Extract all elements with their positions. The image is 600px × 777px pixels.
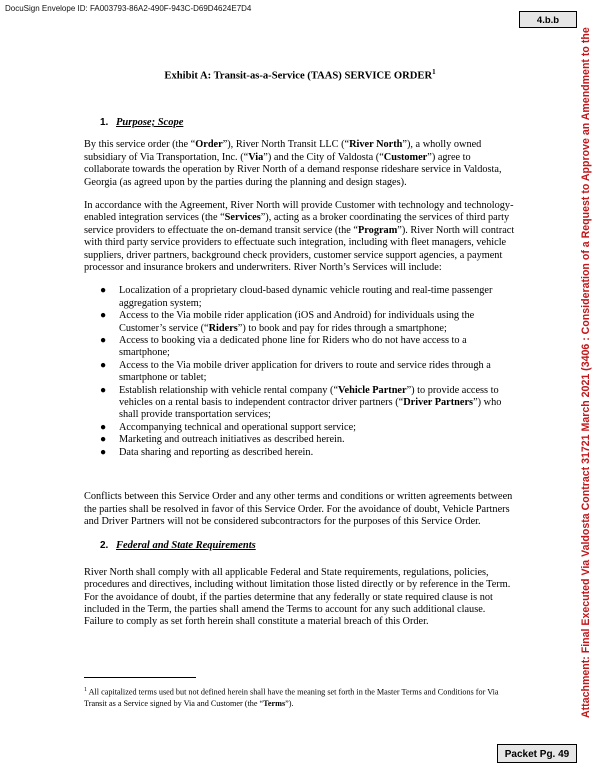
- footnote: [84, 685, 516, 709]
- page-title: [84, 66, 516, 83]
- section-heading-requirements: [84, 540, 516, 552]
- list-item-text: Access to booking via a dedicated phone line for Riders who do not have access to a smartphone;: [119, 335, 467, 359]
- list-item-text: Access to the Via mobile driver application for drivers to route and service rides through a smartphone or tablet;: [119, 359, 491, 384]
- footnote-mark: 1: [84, 687, 87, 693]
- text-run: Access to the Via mobile rider application (iOS and Android) for individuals using the Customer’s service (“: [119, 310, 475, 334]
- defined-term: Program: [358, 224, 398, 236]
- bullet-icon: ●: [100, 335, 107, 347]
- attachment-sidebar: Attachment: Final Executed Via Valdosta Contract 31721 March 2021 (3406 : Consideration of a Request to Approve an Amendment to the: [580, 27, 592, 718]
- text-run: ”) and the City of Valdosta (“: [263, 151, 384, 163]
- footnote-divider: [84, 677, 196, 678]
- list-item-text: Accompanying technical and operational support service;: [119, 421, 357, 433]
- defined-term: Riders: [208, 322, 238, 334]
- list-item: [84, 434, 516, 446]
- text-run: ”).: [285, 698, 294, 708]
- bullet-icon: ●: [100, 359, 107, 371]
- defined-term: Terms: [263, 698, 286, 708]
- section-title: Federal and State Requirements: [116, 540, 256, 552]
- text-run: In accordance with the Agreement, River North will provide Customer with technology and technology-enabled integration services (the “: [84, 199, 514, 224]
- text-run: ”) agree to collaborate towards the operation by River North of a demand response rideshare service in Valdosta, Georgia (as agreed upon by the parties during the planning and design stages).: [84, 151, 502, 188]
- title-footnote-mark: 1: [432, 68, 436, 76]
- agenda-tag: 4.b.b: [519, 11, 577, 28]
- services-list: [84, 285, 516, 459]
- list-item: [84, 360, 516, 385]
- list-item: [84, 285, 516, 310]
- text-run: ”). River North will contract with third party service providers to effectuate such integration, including with fleet managers, vehicle suppliers, driver partners, background check providers, customer service support agencies, a payment processor and insurance brokers and underwriters. River North’s Services will include:: [84, 224, 515, 273]
- paragraph-services: [84, 200, 516, 274]
- list-item: [84, 385, 516, 422]
- text-run: ”), acting as a broker coordinating the services of third party service providers to effectuate the on-demand transit service (the “: [84, 212, 510, 236]
- list-item-text: Marketing and outreach initiatives as described herein.: [119, 434, 345, 446]
- defined-term: Driver Partners: [403, 397, 474, 409]
- section-title: Purpose; Scope: [116, 116, 184, 128]
- section-number: 2.: [100, 540, 109, 552]
- bullet-icon: ●: [100, 446, 107, 458]
- list-item-text: Localization of a proprietary cloud-based dynamic vehicle routing and real-time passenger aggregation system;: [119, 285, 493, 309]
- defined-term: Vehicle Partner: [338, 384, 407, 396]
- text-run: ”), a wholly owned subsidiary of Via Transportation, Inc. (“: [84, 139, 482, 163]
- paragraph-conflicts: Conflicts between this Service Order and any other terms and conditions or written agreements between the parties shall be resolved in favor of this Service Order. For the avoidance of doubt, Vehicle Partners and Driver Partners will not be considered subcontractors for the purposes of this Service Order.: [84, 491, 513, 527]
- list-item: [84, 422, 516, 434]
- bullet-icon: ●: [100, 384, 107, 396]
- text-run: ”) who shall provide transportation services;: [119, 397, 502, 421]
- envelope-id: DocuSign Envelope ID: FA003793-86A2-490F-943C-D69D4624E7D4: [5, 4, 252, 13]
- defined-term: Services: [224, 212, 261, 224]
- list-item-text: Data sharing and reporting as described herein.: [119, 446, 314, 458]
- list-item: [84, 310, 516, 335]
- packet-page-badge: Packet Pg. 49: [497, 744, 577, 763]
- defined-term: River North: [349, 139, 403, 151]
- list-item: [84, 447, 516, 459]
- text-run: Establish relationship with vehicle rental company (“: [119, 384, 339, 396]
- list-item: [84, 335, 516, 360]
- section-heading-purpose: [84, 117, 516, 129]
- bullet-icon: ●: [100, 285, 107, 297]
- defined-term: Customer: [383, 151, 428, 163]
- text-run: ”) to provide access to vehicles on a rental basis to independent contractor driver partners (“: [119, 384, 499, 409]
- bullet-icon: ●: [100, 310, 107, 322]
- title-text: Exhibit A: Transit-as-a-Service (TAAS) SERVICE ORDER: [164, 70, 433, 82]
- defined-term: Via: [248, 151, 264, 163]
- text-run: All capitalized terms used but not defined herein shall have the meaning set forth in the Master Terms and Conditions for Via Transit as a Service signed by Via and Customer (the “: [84, 687, 499, 708]
- text-run: ”), River North Transit LLC (“: [222, 139, 350, 151]
- defined-term: Order: [195, 139, 223, 151]
- paragraph-parties: [84, 139, 516, 189]
- bullet-icon: ●: [100, 421, 107, 433]
- bullet-icon: ●: [100, 434, 107, 446]
- text-run: By this service order (the “: [84, 139, 196, 151]
- document-body: [84, 60, 516, 629]
- section-number: 1.: [100, 116, 109, 128]
- text-run: ”) to book and pay for rides through a smartphone;: [237, 322, 447, 334]
- paragraph-compliance: River North shall comply with all applicable Federal and State requirements, regulations, policies, procedures and directives, including without limitation those listed directly or by reference in the Term. For the avoidance of doubt, if the parties determine that any federally or state required clause is not included in the Term, the parties shall amend the Terms to account for any such additional clause. Failure to comply as set forth herein shall constitute a material breach of this Order.: [84, 566, 511, 628]
